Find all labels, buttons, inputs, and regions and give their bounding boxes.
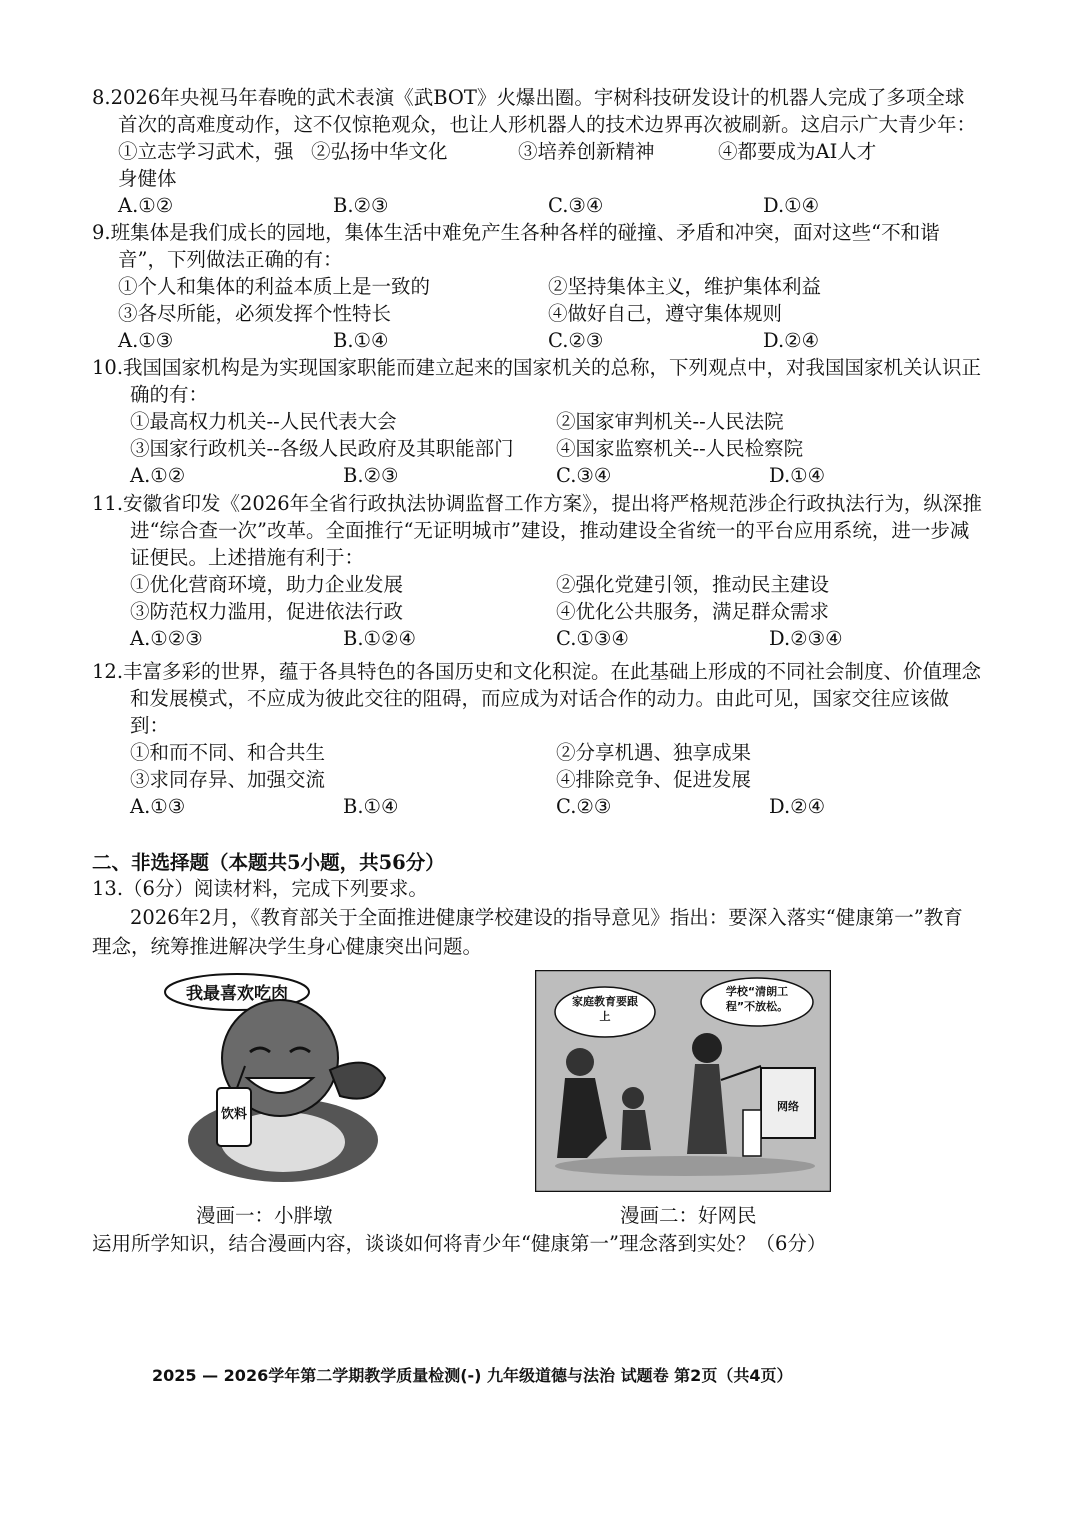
statement: ①和而不同、和合共生: [130, 741, 326, 764]
page-footer: 2025 — 2026学年第二学期教学质量检测(-) 九年级道德与法治 试题卷 第2页（共4页）: [152, 1366, 793, 1385]
question-intro: 13.（6分）阅读材料，完成下列要求。: [92, 877, 428, 900]
choice-c: C.①③④: [556, 627, 629, 650]
statement-row: [130, 571, 982, 598]
choice-c: C.③④: [556, 464, 612, 487]
choice-b: B.②③: [333, 194, 389, 217]
statement-row: [130, 408, 982, 435]
choice-a: A.①②③: [130, 627, 203, 650]
screen-label: 网络: [777, 1100, 799, 1113]
question-stem: 9.班集体是我们成长的园地，集体生活中难免产生各种各样的碰撞、矛盾和冲突，面对这些“不和谐音”，下列做法正确的有：: [92, 221, 940, 271]
choice-a: A.①③: [130, 795, 186, 818]
statement: ③求同存异、加强交流: [130, 768, 326, 791]
choice-c: C.②③: [548, 329, 604, 352]
ground-shadow: [555, 1156, 815, 1176]
question-13-prompt: 运用所学知识，结合漫画内容，谈谈如何将青少年“健康第一”理念落到实处？（6分）: [92, 1232, 827, 1255]
statement: ②坚持集体主义，维护集体利益: [548, 275, 822, 298]
statement-row: [130, 598, 982, 625]
choice-b: B.①④: [333, 329, 389, 352]
choice-c: C.②③: [556, 795, 612, 818]
question-13: [92, 874, 982, 961]
statement-row: [118, 138, 982, 192]
cartoon-fat-kid: [155, 970, 425, 1192]
child-head: [622, 1087, 644, 1109]
question-stem: 12.丰富多彩的世界，蕴于各具特色的各国历史和文化积淀。在此基础上形成的不同社会制度、价值理念和发展模式，不应成为彼此交往的阻碍，而应成为对话合作的动力。由此可见，国家交往应该做到：: [92, 660, 982, 737]
question-9: [92, 219, 982, 354]
teacher-head: [692, 1033, 722, 1063]
choice-c: C.③④: [548, 194, 604, 217]
statement: ③防范权力滥用，促进依法行政: [130, 600, 404, 623]
choice-row: [118, 192, 982, 219]
statement: ④优化公共服务，满足群众需求: [556, 600, 830, 623]
statement-row: [130, 766, 982, 793]
statement-row: [118, 300, 982, 327]
choice-b: B.②③: [343, 464, 399, 487]
side-panel: [743, 1110, 761, 1156]
question-12: [92, 658, 982, 820]
question-10: [92, 354, 982, 489]
drumstick: [330, 1063, 385, 1099]
statement: ②弘扬中华文化: [311, 140, 448, 163]
statement-row: [130, 739, 982, 766]
statement: ①立志学习武术，强身健体: [118, 140, 294, 190]
choice-row: [118, 327, 982, 354]
cup-label: 饮料: [220, 1107, 248, 1122]
question-stem: 10.我国国家机构是为实现国家职能而建立起来的国家机关的总称，下列观点中，对我国国家机关认识正确的有：: [92, 356, 982, 406]
father-head: [566, 1048, 594, 1076]
choice-d: D.②④: [769, 795, 826, 818]
cartoon-1-caption: 漫画一：小胖墩: [196, 1204, 333, 1227]
question-stem: 11.安徽省印发《2026年全省行政执法协调监督工作方案》，提出将严格规范涉企行政执法行为，纵深推进“综合查一次”改革。全面推行“无证明城市”建设，推动建设全省统一的平台应用系统，进一步减证便民。上述措施有利于：: [92, 492, 982, 569]
choice-d: D.②③④: [769, 627, 843, 650]
question-8: [92, 84, 982, 219]
material-text: 2026年2月，《教育部关于全面推进健康学校建设的指导意见》指出：要深入落实“健康第一”教育理念，统筹推进解决学生身心健康突出问题。: [92, 906, 963, 958]
choice-row: [130, 462, 982, 489]
choice-a: A.①③: [118, 329, 174, 352]
section-title: 二、非选择题（本题共5小题，共56分）: [92, 851, 445, 874]
statement: ④排除竞争、促进发展: [556, 768, 752, 791]
choice-row: [130, 793, 982, 820]
statement: ①最高权力机关--人民代表大会: [130, 410, 397, 433]
cartoon-good-netizen: [535, 970, 831, 1192]
choice-d: D.①④: [763, 194, 820, 217]
choice-d: D.②④: [763, 329, 820, 352]
statement: ②国家审判机关--人民法院: [556, 410, 784, 433]
bubble-text: 我最喜欢吃肉: [186, 984, 288, 1004]
question-11: [92, 490, 982, 652]
bubble-left-text: 家庭教育要跟上: [572, 995, 638, 1023]
statement: ③国家行政机关--各级人民政府及其职能部门: [130, 437, 514, 460]
statement: ①优化营商环境，助力企业发展: [130, 573, 404, 596]
choice-row: [130, 625, 982, 652]
question-stem: 8.2026年央视马年春晚的武术表演《武BOT》火爆出圈。宇树科技研发设计的机器人完成了多项全球首次的高难度动作，这不仅惊艳观众，也让人形机器人的技术边界再次被刷新。这启示广大青少年：: [92, 86, 977, 136]
statement: ③培养创新精神: [518, 140, 655, 163]
choice-b: B.①②④: [343, 627, 416, 650]
statement: ④国家监察机关--人民检察院: [556, 437, 804, 460]
choice-a: A.①②: [118, 194, 174, 217]
statement-row: [118, 273, 982, 300]
statement: ②强化党建引领，推动民主建设: [556, 573, 830, 596]
statement: ③各尽所能，必须发挥个性特长: [118, 302, 392, 325]
statement: ②分享机遇、独享成果: [556, 741, 752, 764]
bubble-right-text: 学校“清朗工程”不放松。: [725, 985, 789, 1013]
statement: ①个人和集体的利益本质上是一致的: [118, 275, 431, 298]
choice-d: D.①④: [769, 464, 826, 487]
statement-row: [130, 435, 982, 462]
choice-b: B.①④: [343, 795, 399, 818]
cartoon-2-caption: 漫画二：好网民: [620, 1204, 757, 1227]
statement: ④都要成为AI人才: [718, 140, 877, 163]
statement: ④做好自己，遵守集体规则: [548, 302, 783, 325]
choice-a: A.①②: [130, 464, 186, 487]
